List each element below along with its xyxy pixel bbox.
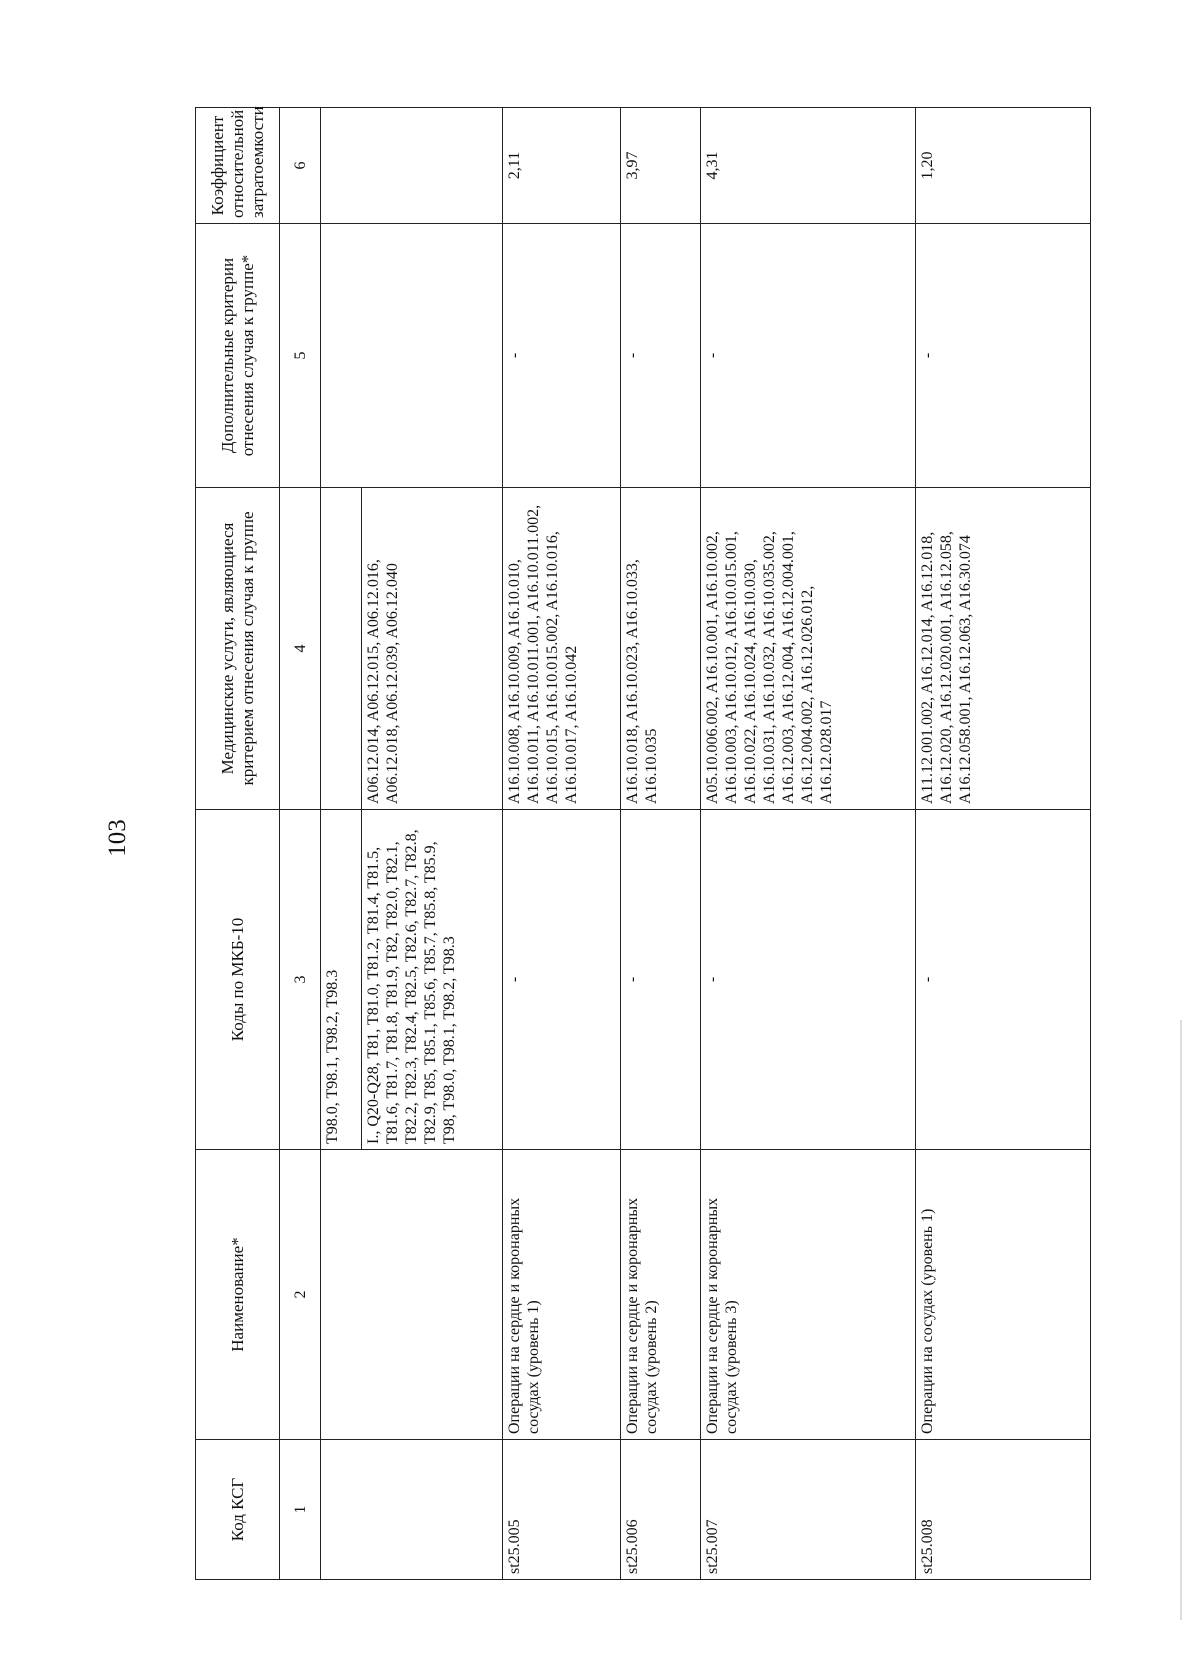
ksg-name: Операции на сосудах (уровень 1) bbox=[916, 1150, 1091, 1440]
col-number: 3 bbox=[280, 810, 321, 1150]
ksg-code: st25.005 bbox=[503, 1440, 621, 1580]
ksg-code: st25.007 bbox=[701, 1440, 916, 1580]
services: A16.10.018, A16.10.023, A16.10.033, A16.10.035 bbox=[621, 488, 701, 810]
services: A16.10.008, A16.10.009, A16.10.010, A16.10.011, A16.10.011.001, A16.10.011.002, A16.10.015, A16.10.015.002, A16.10.016, A16.10.017, A16.10.042 bbox=[503, 488, 621, 810]
coefficient: 2,11 bbox=[503, 108, 621, 224]
table-row bbox=[916, 108, 1091, 1580]
coefficient: 1,20 bbox=[916, 108, 1091, 224]
mkb-codes: - bbox=[916, 810, 1091, 1150]
extra-criteria: - bbox=[621, 224, 701, 488]
extra-criteria: - bbox=[916, 224, 1091, 488]
col-number: 1 bbox=[280, 1440, 321, 1580]
header-services: Медицинские услуги, являющиеся критерием отнесения случая к группе bbox=[196, 488, 280, 810]
scan-edge-line bbox=[1180, 1020, 1182, 1620]
mkb-codes: - bbox=[621, 810, 701, 1150]
ksg-name: Операции на сердце и коронарных сосудах (уровень 2) bbox=[621, 1150, 701, 1440]
col-number: 6 bbox=[280, 108, 321, 224]
ksg-name: Операции на сердце и коронарных сосудах (уровень 3) bbox=[701, 1150, 916, 1440]
header-name: Наименование* bbox=[196, 1150, 280, 1440]
ksg-code: st25.006 bbox=[621, 1440, 701, 1580]
header-extra: Дополнительные критерии отнесения случая к группе* bbox=[196, 224, 280, 488]
column-numbers-row bbox=[280, 108, 321, 1580]
col-number: 2 bbox=[280, 1150, 321, 1440]
coefficient: 3,97 bbox=[621, 108, 701, 224]
table-row bbox=[503, 108, 621, 1580]
table-row bbox=[701, 108, 916, 1580]
ksg-table bbox=[195, 107, 1091, 1580]
col-number: 4 bbox=[280, 488, 321, 810]
mkb-codes: - bbox=[503, 810, 621, 1150]
extra-criteria: - bbox=[503, 224, 621, 488]
header-mkb: Коды по МКБ-10 bbox=[196, 810, 280, 1150]
header-row bbox=[196, 108, 280, 1580]
header-code: Код КСГ bbox=[196, 1440, 280, 1580]
table-row bbox=[621, 108, 701, 1580]
ksg-code: st25.008 bbox=[916, 1440, 1091, 1580]
rotated-table-wrapper bbox=[195, 108, 1091, 1580]
mkb-codes: - bbox=[701, 810, 916, 1150]
continuation-services: A06.12.014, A06.12.015, A06.12.016, A06.12.018, A06.12.039, A06.12.040 bbox=[365, 559, 401, 804]
continuation-row bbox=[321, 108, 503, 1580]
ksg-name: Операции на сердце и коронарных сосудах (уровень 1) bbox=[503, 1150, 621, 1440]
continuation-mkb-top: T98.0, T98.1, T98.2, T98.3 bbox=[321, 810, 362, 1149]
continuation-mkb-bottom: I., Q20-Q28, T81, T81.0, T81.2, T81.4, T81.5, T81.6, T81.7, T81.8, T81.9, T82, T82.0, T82.1, T82.2, T82.3, T82.4, T82.5, T82.6, T82.7, T82.8, T82.9, T85, T85.1, T85.6, T85.7, T85.8, T85.9, T98, T98.0, T98.1, T98.2, T98.3 bbox=[365, 829, 458, 1144]
coefficient: 4,31 bbox=[701, 108, 916, 224]
services: A05.10.006.002, A16.10.001, A16.10.002, A16.10.003, A16.10.012, A16.10.015.001, A16.10.022, A16.10.024, A16.10.030, A16.10.031, A16.10.032, A16.10.035.002, A16.12.003, A16.12.004, A16.12.004.001, A16.12.004.002, A16.12.026.012, A16.12.028.017 bbox=[701, 488, 916, 810]
page-number: 103 bbox=[104, 819, 131, 857]
services: A11.12.001.002, A16.12.014, A16.12.018, A16.12.020, A16.12.020.001, A16.12.058, A16.12.058.001, A16.12.063, A16.30.074 bbox=[916, 488, 1091, 810]
extra-criteria: - bbox=[701, 224, 916, 488]
col-number: 5 bbox=[280, 224, 321, 488]
header-coef: Коэффициент относительной затратоемкости bbox=[196, 108, 280, 224]
